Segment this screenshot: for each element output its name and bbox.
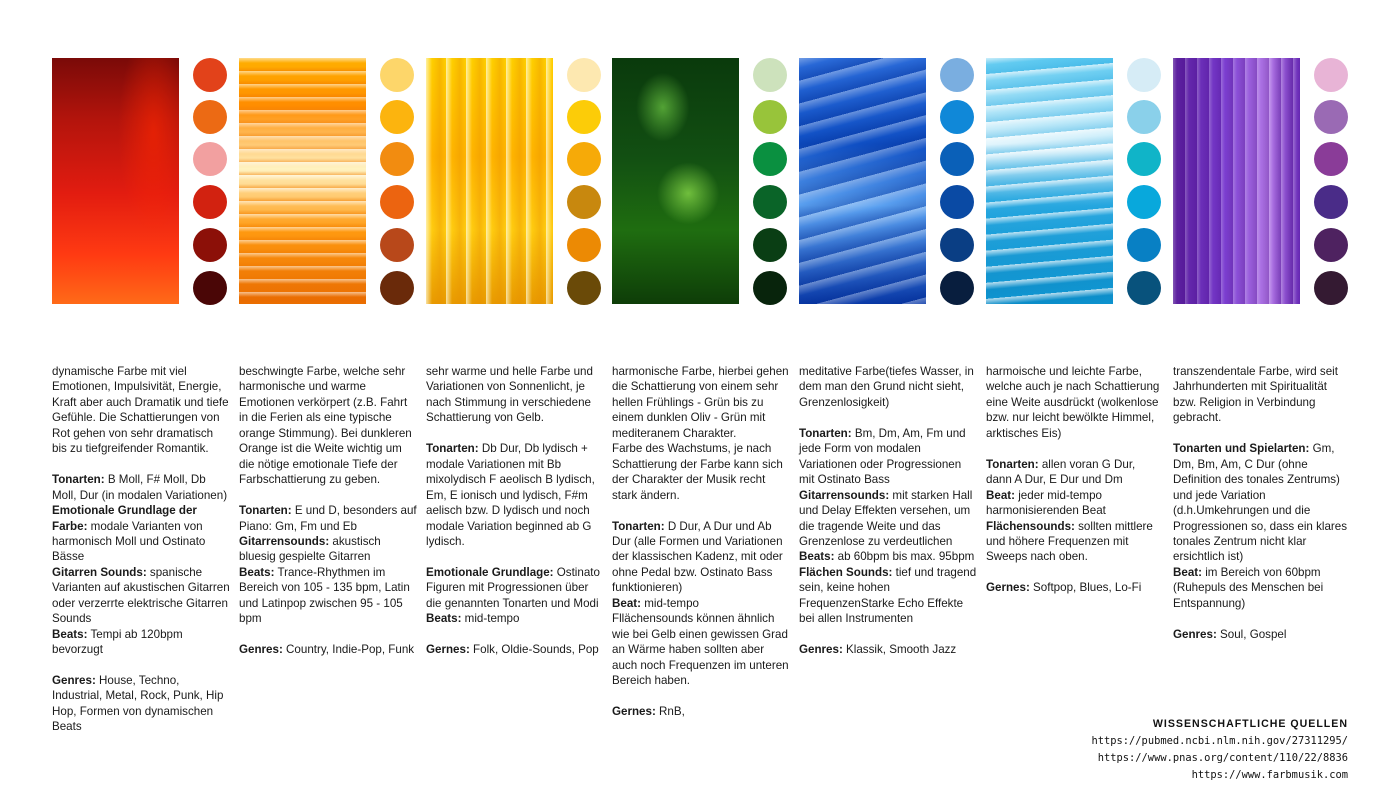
color-dot xyxy=(1314,228,1348,262)
text-label: Tonarten: xyxy=(426,442,479,456)
text-paragraph xyxy=(426,565,604,611)
color-dot xyxy=(940,142,974,176)
text-run: Bm, Dm, Am, Fm und jede Form von modalen Variationen oder Progressionen mit Ostinato Bass xyxy=(799,426,966,487)
text-run: spanische Varianten auf akustischen Gitarren oder verzerrte elektrische Gitarren Sounds xyxy=(52,565,230,626)
text-label: Tonarten: xyxy=(799,426,852,440)
text-paragraph xyxy=(986,457,1164,488)
text-paragraph xyxy=(986,519,1164,565)
text-paragraph xyxy=(986,580,1164,595)
text-run: ab 60bpm bis max. 95bpm xyxy=(834,550,975,564)
text-run: harmoische und leichte Farbe, welche auch je nach Schattierung eine Weite ausdrückt (wolkenlose bzw. nur leicht bewölkte Himmel, arktisches Eis) xyxy=(986,365,1160,440)
text-run: Farbe des Wachstums, je nach Schattierung der Farbe kann sich der Charakter der Musik recht stark ändern. xyxy=(612,442,783,502)
text-run: sollten mittlere und höhere Frequenzen mit Sweeps nach oben. xyxy=(986,519,1153,564)
text-run: RnB, xyxy=(655,704,685,718)
color-dot xyxy=(753,185,787,219)
color-dot xyxy=(193,58,227,92)
text-paragraph xyxy=(52,364,230,457)
blue-water-photo xyxy=(799,58,926,304)
text-label: Genres: xyxy=(1173,627,1217,641)
text-run: dynamische Farbe mit viel Emotionen, Impulsivität, Energie, Kraft aber auch Dramatik und tiefe Gefühle. Die Schattierungen von Rot gehen von sehr dramatisch bis zu tiefgreifender Romantik. xyxy=(52,365,229,456)
color-dot xyxy=(567,228,601,262)
text-label: Flächen Sounds: xyxy=(799,565,893,579)
text-label: Beats: xyxy=(426,612,462,626)
text-paragraph xyxy=(986,488,1164,519)
color-dot xyxy=(940,185,974,219)
color-dot xyxy=(940,228,974,262)
color-dot xyxy=(567,100,601,134)
color-dot xyxy=(193,228,227,262)
color-dot xyxy=(1314,185,1348,219)
text-label: Flächensounds: xyxy=(986,519,1075,533)
color-dot xyxy=(753,228,787,262)
text-paragraph xyxy=(612,441,790,503)
description-text xyxy=(986,364,1164,596)
color-dot xyxy=(380,100,414,134)
color-dot xyxy=(1127,100,1161,134)
sources-block xyxy=(1092,716,1348,784)
text-paragraph xyxy=(52,472,230,503)
source-link-1[interactable]: https://pubmed.ncbi.nlm.nih.gov/27311295/ xyxy=(1091,735,1348,747)
text-label: Genres: xyxy=(52,674,96,688)
text-paragraph xyxy=(799,364,977,410)
text-label: Emotionale Grundlage der Farbe: xyxy=(52,504,197,533)
color-dot xyxy=(380,228,414,262)
text-run: Klassik, Smooth Jazz xyxy=(842,643,957,657)
color-dot xyxy=(1127,142,1161,176)
color-dot xyxy=(567,271,601,305)
color-dot xyxy=(567,142,601,176)
text-label: Beats: xyxy=(52,627,88,641)
text-label: Gernes: xyxy=(612,704,656,718)
color-dot xyxy=(1314,142,1348,176)
text-run: allen voran G Dur, dann A Dur, E Dur und Dm xyxy=(986,457,1136,487)
color-dot xyxy=(193,271,227,305)
yellow-light-photo xyxy=(426,58,553,304)
text-paragraph xyxy=(799,549,977,564)
text-run: meditative Farbe(tiefes Wasser, in dem man den Grund nicht sieht, Grenzenlosigkeit) xyxy=(799,365,974,409)
color-dot xyxy=(940,58,974,92)
text-paragraph xyxy=(52,627,230,658)
text-run: Db Dur, Db lydisch + modale Variationen mit Bb mixolydisch F aeolisch B lydisch, Em, E ionisch und lydisch, F#m aelisch bzw. D lydisch und noch modale Variation beginned ab G lydisch. xyxy=(426,442,595,548)
text-label: Emotionale Grundlage: xyxy=(426,565,554,579)
text-run: harmonische Farbe, hierbei gehen die Schattierung von einem sehr hellen Frühlings - Grün bis zu einem dunklen Oliv - Grün mit mediteranem Charakter. xyxy=(612,365,789,440)
color-dot xyxy=(1314,100,1348,134)
color-dot xyxy=(1314,58,1348,92)
text-run: sehr warme und helle Farbe und Variationen von Sonnenlicht, je nach Stimmung in verschiedene Schattierung von Gelb. xyxy=(426,365,593,425)
color-dot xyxy=(193,142,227,176)
text-label: Tonarten und Spielarten: xyxy=(1173,442,1310,456)
text-paragraph xyxy=(612,364,790,441)
text-label: Genres: xyxy=(799,643,843,657)
text-paragraph xyxy=(426,611,604,626)
text-run: beschwingte Farbe, welche sehr harmonische und warme Emotionen verkörpert (z.B. Fahrt in die Ferien als eine typische orange Stimmung). Bei dunkleren Orange ist die Weite wichtig um die nötige emotionale Tiefe der Farbschattierung zu geben. xyxy=(239,365,412,487)
color-dot xyxy=(1127,228,1161,262)
text-run: mid-tempo xyxy=(641,596,699,610)
color-dot xyxy=(193,100,227,134)
text-label: Tonarten: xyxy=(986,457,1039,471)
color-dot xyxy=(380,58,414,92)
color-dot xyxy=(193,185,227,219)
text-run: Soul, Gospel xyxy=(1216,627,1287,641)
color-dot xyxy=(1127,58,1161,92)
text-paragraph xyxy=(612,519,790,596)
text-run: modale Varianten von harmonisch Moll und Ostinato Bässe xyxy=(52,519,206,564)
sources-heading: WISSENSCHAFTLICHE QUELLEN xyxy=(1152,718,1348,730)
text-run: Country, Indie-Pop, Funk xyxy=(282,643,415,657)
description-text xyxy=(239,364,417,658)
text-run: B Moll, F# Moll, Db Moll, Dur (in modalen Variationen) xyxy=(52,473,228,502)
text-label: Gernes: xyxy=(426,643,470,657)
text-run: akustisch bluesig gespielte Gitarren xyxy=(239,534,381,564)
text-paragraph xyxy=(1173,364,1351,426)
text-run: D Dur, A Dur und Ab Dur (alle Formen und Variationen der klassischen Kadenz, mit oder ohne Pedal bzw. Ostinato Bass funktionieren) xyxy=(612,519,783,595)
text-label: Beats: xyxy=(239,565,275,579)
text-run: Ostinato Figuren mit Progressionen über die genannten Tonarten und Modi xyxy=(426,565,600,610)
description-text xyxy=(426,364,604,658)
text-label: Gitarrensounds: xyxy=(799,488,890,502)
description-text xyxy=(612,364,790,719)
color-dot xyxy=(940,100,974,134)
text-paragraph xyxy=(799,426,977,488)
text-run: Softpop, Blues, Lo-Fi xyxy=(1029,581,1142,595)
text-paragraph xyxy=(239,364,417,488)
text-run: jeder mid-tempo harmonisierenden Beat xyxy=(986,488,1106,518)
color-dot xyxy=(753,100,787,134)
text-paragraph xyxy=(239,565,417,627)
source-link-3[interactable]: https://www.farbmusik.com xyxy=(1191,769,1348,781)
color-dot xyxy=(567,58,601,92)
text-paragraph xyxy=(1173,441,1351,565)
color-dot xyxy=(1314,271,1348,305)
text-paragraph xyxy=(426,441,604,549)
color-dot xyxy=(753,58,787,92)
color-dot xyxy=(380,185,414,219)
orange-light-photo xyxy=(239,58,366,304)
text-paragraph xyxy=(239,642,417,657)
text-paragraph xyxy=(52,673,230,735)
text-paragraph xyxy=(799,488,977,550)
text-paragraph xyxy=(612,611,790,688)
text-paragraph xyxy=(799,642,977,657)
color-dot xyxy=(567,185,601,219)
text-paragraph xyxy=(239,534,417,565)
text-paragraph xyxy=(612,596,790,611)
text-label: Tonarten: xyxy=(239,504,292,518)
text-paragraph xyxy=(986,364,1164,441)
text-label: Beat: xyxy=(612,596,641,610)
text-paragraph xyxy=(52,565,230,627)
color-dot xyxy=(380,271,414,305)
text-label: Gernes: xyxy=(986,581,1030,595)
description-text xyxy=(52,364,230,735)
text-label: Tonarten: xyxy=(612,519,665,533)
color-dot xyxy=(753,142,787,176)
text-label: Beats: xyxy=(799,550,835,564)
text-run: transzendentale Farbe, wird seit Jahrhunderten mit Spiritualität bzw. Religion in Verbindung gebracht. xyxy=(1173,365,1338,425)
text-run: Trance-Rhythmen im Bereich von 105 - 135 bpm, Latin und Latinpop zwischen 95 - 105 bpm xyxy=(239,565,410,626)
text-paragraph xyxy=(52,503,230,565)
text-run: im Bereich von 60bpm (Ruhepuls des Menschen bei Entspannung) xyxy=(1173,565,1324,610)
color-dot xyxy=(753,271,787,305)
text-label: Tonarten: xyxy=(52,473,105,487)
text-paragraph xyxy=(1173,627,1351,642)
color-dot xyxy=(940,271,974,305)
text-paragraph xyxy=(239,503,417,534)
text-run: Tempi ab 120bpm bevorzugt xyxy=(52,627,183,657)
text-paragraph xyxy=(799,565,977,627)
text-run: E und D, besonders auf Piano: Gm, Fm und Eb xyxy=(239,504,417,533)
text-paragraph xyxy=(426,364,604,426)
text-run: Fllächensounds können ähnlich wie bei Gelb einen gewissen Grad an Wärme haben sollten aber auch noch Frequenzen im unteren Bereich haben. xyxy=(612,612,789,688)
light-blue-photo xyxy=(986,58,1113,304)
color-dot xyxy=(1127,271,1161,305)
text-run: mid-tempo xyxy=(461,612,520,626)
text-run: Folk, Oldie-Sounds, Pop xyxy=(469,643,599,657)
text-label: Beat: xyxy=(1173,565,1202,579)
source-link-2[interactable]: https://www.pnas.org/content/110/22/8836 xyxy=(1097,752,1348,764)
text-run: mit starken Hall und Delay Effekten versehen, um die tragende Weite und das Grenzenlose zu verdeutlichen xyxy=(799,488,973,548)
text-label: Genres: xyxy=(239,643,283,657)
green-light-photo xyxy=(612,58,739,304)
text-paragraph xyxy=(1173,565,1351,611)
text-label: Gitarren Sounds: xyxy=(52,565,147,579)
red-light-photo xyxy=(52,58,179,304)
description-text xyxy=(799,364,977,658)
color-dot xyxy=(380,142,414,176)
purple-light-photo xyxy=(1173,58,1300,304)
text-run: House, Techno, Industrial, Metal, Rock, Punk, Hip Hop, Formen von dynamischen Beats xyxy=(52,674,224,734)
text-label: Gitarrensounds: xyxy=(239,534,330,548)
text-paragraph xyxy=(612,704,790,719)
text-paragraph xyxy=(426,642,604,657)
description-text xyxy=(1173,364,1351,642)
text-run: tief und tragend sein, keine hohen FrequenzenStarke Echo Effekte bei allen Instrumenten xyxy=(799,565,977,626)
color-dot xyxy=(1127,185,1161,219)
text-run: Gm, Dm, Bm, Am, C Dur (ohne Definition des tonales Zentrums) und jede Variation (d.h.Umkehrungen und die Progressionen so, dass ein klares tonales Zentrum nicht klar ersichtlich ist) xyxy=(1173,442,1347,564)
text-label: Beat: xyxy=(986,488,1015,502)
